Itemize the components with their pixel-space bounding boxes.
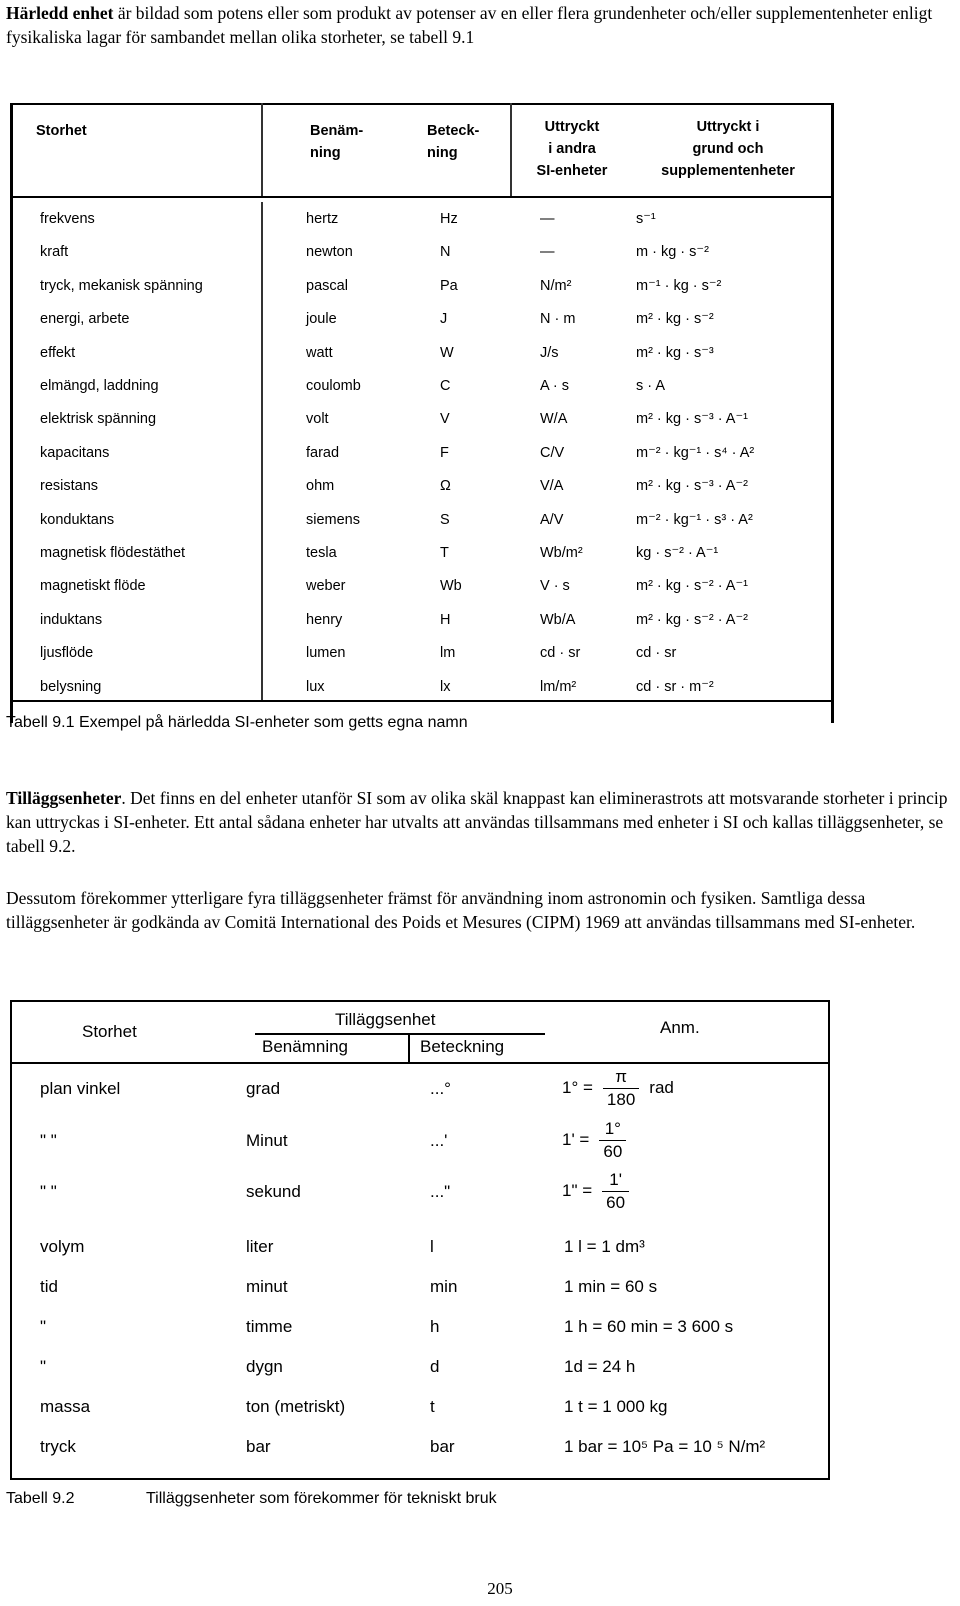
cell-storhet: induktans xyxy=(40,611,103,628)
intro-text: är bildad som potens eller som produkt av potenser av en eller flera grundenheter och/eller supplementenheter enligt fysikaliska lagar för sambandet mellan olika storheter, se tabell 9.1 xyxy=(6,3,933,47)
cell-anm-fraction xyxy=(562,1169,639,1214)
cell-storhet: elektrisk spänning xyxy=(40,411,157,428)
cell-benamning: henry xyxy=(306,611,343,628)
cell-andra-si: V/A xyxy=(540,478,564,495)
fraction-denominator: 60 xyxy=(603,1142,623,1161)
cell-storhet: kraft xyxy=(40,244,69,261)
cell-andra-si: N · m xyxy=(540,311,576,328)
cell-beteckning: Hz xyxy=(440,211,458,227)
cell-storhet: plan vinkel xyxy=(40,1079,121,1098)
cell-andra-si: Wb/A xyxy=(540,611,576,628)
fraction xyxy=(602,1169,629,1214)
cell-beteckning: t xyxy=(430,1397,435,1416)
cell-benamning: Minut xyxy=(246,1131,288,1150)
cell-storhet: kapacitans xyxy=(40,444,110,461)
tillaggsenheter-paragraph xyxy=(6,786,950,858)
header-benamning: Benämning xyxy=(262,1037,349,1056)
cell-benamning: dygn xyxy=(246,1357,283,1376)
table-frame xyxy=(10,1000,830,1480)
cell-andra-si: A · s xyxy=(540,378,570,394)
fraction xyxy=(599,1118,626,1163)
table-9-1-caption: Tabell 9.1 Exempel på härledda SI-enheter som getts egna namn xyxy=(6,714,468,731)
cell-beteckning: lm xyxy=(440,645,456,662)
header-benamning: Benäm- ning xyxy=(310,123,364,161)
cell-andra-si: lm/m² xyxy=(540,678,577,695)
cell-grund: m² · kg · s⁻³ · A⁻² xyxy=(636,478,748,495)
cell-grund: s⁻¹ xyxy=(636,211,656,227)
cell-benamning: farad xyxy=(306,444,340,461)
cell-benamning: sekund xyxy=(246,1182,301,1201)
cell-benamning: hertz xyxy=(306,211,339,227)
cell-beteckning: F xyxy=(440,444,449,461)
cell-storhet: volym xyxy=(40,1237,85,1256)
header-tillaggsenhet: Tilläggsenhet xyxy=(335,1010,436,1029)
cell-beteckning: ..." xyxy=(430,1182,451,1201)
cell-andra-si: — xyxy=(540,244,555,261)
cell-beteckning: T xyxy=(440,545,449,561)
header-beteckning: Beteck- ning xyxy=(427,123,480,161)
cell-andra-si: Wb/m² xyxy=(540,545,583,561)
footer-rule xyxy=(10,700,834,702)
cell-storhet: elmängd, laddning xyxy=(40,378,159,394)
header-anm: Anm. xyxy=(660,1018,700,1037)
cell-storhet: magnetisk flödestäthet xyxy=(40,545,186,561)
cell-storhet: tid xyxy=(40,1277,58,1296)
cell-anm: 1 t = 1 000 kg xyxy=(564,1397,668,1416)
cell-andra-si: cd · sr xyxy=(540,645,581,662)
cell-benamning: volt xyxy=(306,411,329,428)
header-beteckning: Beteckning xyxy=(420,1037,505,1056)
section-text-1: . Det finns en del enheter utanför SI som av olika skäl knappast kan eliminerastrots att motsvarande storheter i princip kan uttryckas i SI-enheter. Ett antal sådana enheter har utvalts att användas tillsammans med enheter i SI och kallas tilläggsenheter, se tabell 9.2. xyxy=(6,788,948,856)
cell-benamning: grad xyxy=(246,1079,281,1098)
cell-beteckning: Wb xyxy=(440,578,462,595)
cell-andra-si: V · s xyxy=(540,578,570,595)
cell-storhet: ljusflöde xyxy=(40,645,94,662)
header-rule xyxy=(10,1062,830,1064)
cell-beteckning: ...° xyxy=(430,1079,451,1098)
cell-grund: m⁻¹ · kg · s⁻² xyxy=(636,277,722,294)
table-9-2-caption-text: Tilläggsenheter som förekommer för tekniskt bruk xyxy=(146,1490,497,1507)
cell-storhet: belysning xyxy=(40,678,102,695)
cell-andra-si: W/A xyxy=(540,411,568,428)
cell-andra-si: A/V xyxy=(540,511,564,528)
fraction-denominator: 60 xyxy=(606,1193,626,1212)
cell-benamning: ton (metriskt) xyxy=(246,1397,346,1416)
cell-beteckning: l xyxy=(430,1237,434,1256)
cell-storhet: tryck xyxy=(40,1437,76,1456)
fraction-numerator: π xyxy=(603,1066,639,1089)
cell-storhet: frekvens xyxy=(40,211,95,227)
fraction-denominator: 180 xyxy=(606,1090,636,1109)
cell-benamning: tesla xyxy=(306,545,337,561)
cell-storhet: konduktans xyxy=(40,511,115,528)
cell-beteckning: V xyxy=(440,411,450,428)
cell-grund: m⁻² · kg⁻¹ · s⁴ · A² xyxy=(636,444,755,461)
cell-beteckning: J xyxy=(440,311,448,328)
cell-benamning: weber xyxy=(306,578,346,595)
cell-grund: m² · kg · s⁻² xyxy=(636,311,714,328)
cell-benamning: minut xyxy=(246,1277,288,1296)
cell-beteckning: W xyxy=(440,344,454,361)
intro-term: Härledd enhet xyxy=(6,3,114,23)
cell-storhet: effekt xyxy=(40,344,76,361)
cell-grund: m · kg · s⁻² xyxy=(636,244,709,261)
cell-benamning: liter xyxy=(246,1237,274,1256)
cell-benamning: timme xyxy=(246,1317,293,1336)
header-andra-si: Uttryckt i andra SI-enheter xyxy=(536,119,608,179)
cell-benamning: watt xyxy=(306,344,333,361)
cell-andra-si: — xyxy=(540,211,555,227)
cell-benamning: lux xyxy=(306,678,325,695)
cell-grund: cd · sr · m⁻² xyxy=(636,678,714,695)
cell-storhet: " " xyxy=(40,1131,57,1150)
cell-grund: m² · kg · s⁻² · A⁻¹ xyxy=(636,578,748,595)
additional-paragraph: Dessutom förekommer ytterligare fyra tilläggsenheter främst för användning inom astronomin och fysiken. Samtliga dessa tilläggsenheter är godkända av Comitä International des Poids et Mesures (CIPM) 1969 att användas tillsammans med SI-enheter. xyxy=(6,888,916,932)
anm-lhs: 1° = xyxy=(562,1077,593,1097)
cell-anm: 1 min = 60 s xyxy=(564,1277,658,1296)
cell-beteckning: N xyxy=(440,244,451,261)
col-divider xyxy=(408,1033,410,1062)
col-divider xyxy=(510,103,512,196)
cell-beteckning: ...' xyxy=(430,1131,448,1150)
cell-benamning: siemens xyxy=(306,511,360,528)
header-storhet: Storhet xyxy=(82,1022,137,1041)
table-9-2-caption-label: Tabell 9.2 xyxy=(6,1490,75,1507)
cell-benamning: joule xyxy=(306,311,337,328)
col-divider xyxy=(261,103,263,196)
cell-grund: cd · sr xyxy=(636,645,677,662)
cell-grund: s · A xyxy=(636,378,666,394)
anm-lhs: 1' = xyxy=(562,1129,590,1149)
cell-beteckning: H xyxy=(440,611,451,628)
cell-grund: m⁻² · kg⁻¹ · s³ · A² xyxy=(636,511,753,528)
cell-andra-si: C/V xyxy=(540,444,565,461)
cell-beteckning: min xyxy=(430,1277,458,1296)
anm-unit: rad xyxy=(649,1077,674,1097)
col-divider xyxy=(261,202,263,700)
cell-grund: m² · kg · s⁻³ · A⁻¹ xyxy=(636,411,748,428)
cell-grund: kg · s⁻² · A⁻¹ xyxy=(636,545,719,561)
header-storhet: Storhet xyxy=(36,123,87,139)
cell-storhet: " xyxy=(40,1317,47,1336)
cell-beteckning: C xyxy=(440,378,451,394)
cell-storhet: energi, arbete xyxy=(40,311,130,328)
cell-anm: 1 l = 1 dm³ xyxy=(564,1237,645,1256)
page-number: 205 xyxy=(487,1579,513,1598)
header-grund: Uttryckt i grund och supplementenheter xyxy=(661,119,795,179)
cell-benamning: ohm xyxy=(306,478,335,495)
anm-lhs: 1" = xyxy=(562,1180,593,1200)
cell-beteckning: Pa xyxy=(440,277,458,294)
cell-benamning: lumen xyxy=(306,645,346,662)
header-rule xyxy=(10,196,834,198)
cell-beteckning: h xyxy=(430,1317,440,1336)
cell-beteckning: S xyxy=(440,511,450,528)
table-9-1 xyxy=(10,103,830,723)
cell-grund: m² · kg · s⁻² · A⁻² xyxy=(636,611,748,628)
cell-grund: m² · kg · s⁻³ xyxy=(636,344,714,361)
section-term: Tilläggsenheter xyxy=(6,788,122,808)
cell-anm: 1 h = 60 min = 3 600 s xyxy=(564,1317,734,1336)
cell-beteckning: d xyxy=(430,1357,440,1376)
cell-beteckning: bar xyxy=(430,1437,455,1456)
cell-benamning: bar xyxy=(246,1437,271,1456)
cell-benamning: pascal xyxy=(306,277,348,294)
cell-benamning: newton xyxy=(306,244,353,261)
cell-storhet: massa xyxy=(40,1397,91,1416)
cell-anm-fraction xyxy=(562,1066,674,1111)
cell-storhet: " " xyxy=(40,1182,57,1201)
cell-anm: 1 bar = 10⁵ Pa = 10 ⁵ N/m² xyxy=(564,1437,766,1456)
cell-anm: 1d = 24 h xyxy=(564,1357,636,1376)
intro-paragraph xyxy=(6,1,950,49)
cell-storhet: " xyxy=(40,1357,47,1376)
cell-storhet: magnetiskt flöde xyxy=(40,578,146,595)
cell-andra-si: N/m² xyxy=(540,277,572,294)
cell-storhet: tryck, mekanisk spänning xyxy=(40,277,203,294)
cell-beteckning: lx xyxy=(440,678,451,695)
fraction xyxy=(603,1066,639,1111)
cell-beteckning: Ω xyxy=(440,478,451,495)
cell-anm-fraction xyxy=(562,1118,636,1163)
fraction-numerator: 1° xyxy=(599,1118,626,1141)
cell-storhet: resistans xyxy=(40,478,99,495)
table-9-2 xyxy=(10,1000,830,1478)
fraction-numerator: 1' xyxy=(602,1169,629,1192)
cell-andra-si: J/s xyxy=(540,344,559,361)
cell-benamning: coulomb xyxy=(306,378,361,394)
